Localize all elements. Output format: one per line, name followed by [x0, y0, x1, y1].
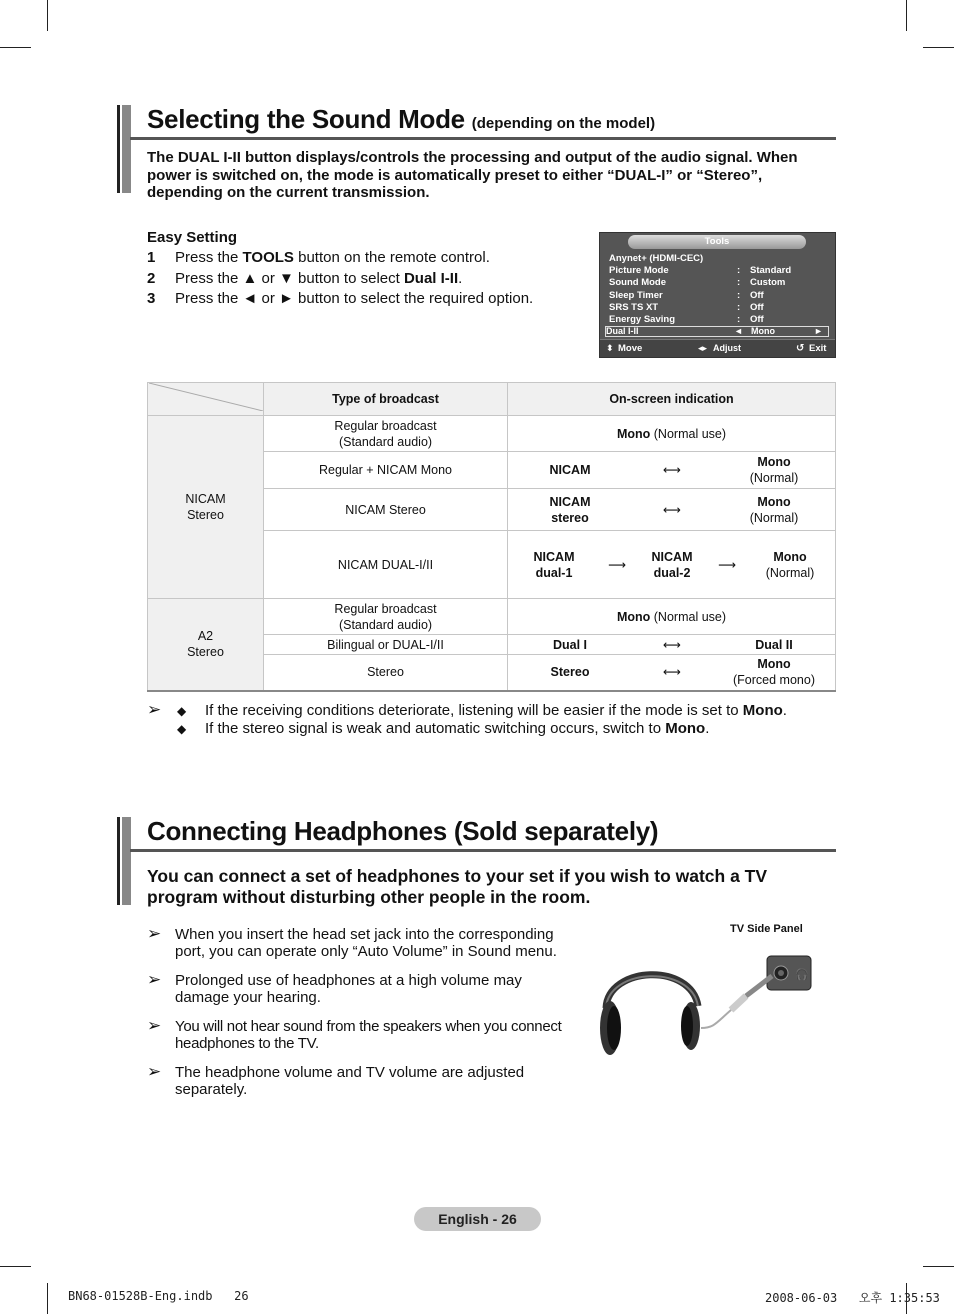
osd-colon: :: [737, 301, 741, 313]
diagonal-line: [149, 383, 263, 411]
note-arrow-icon: ➢: [147, 970, 162, 989]
type-cell: NICAM DUAL-I/II: [264, 531, 508, 599]
table-row: [148, 599, 836, 635]
table-header: Type of broadcast: [264, 383, 508, 416]
indication-cell: [508, 416, 836, 452]
osd-rows: [606, 253, 829, 337]
crop-mark: [0, 47, 31, 48]
type-cell: [264, 416, 508, 452]
step-number: 2: [147, 269, 156, 287]
osd-value: Custom: [750, 277, 786, 289]
step-text: Press the: [175, 249, 243, 266]
indication-b: [750, 454, 799, 486]
note-item: [147, 972, 567, 1006]
osd-tab: Tools: [628, 235, 806, 249]
note-text: When you insert the head set jack into the corresponding port, you can operate only “Auto Volume” in Sound menu.: [175, 926, 557, 960]
step-number: 3: [147, 290, 156, 307]
note-text: .: [705, 720, 710, 737]
section-intro: The DUAL I-II button displays/controls the processing and output of the audio signal. When power is switched on, the mode is automatically preset to either “DUAL-I” or “Stereo”, depending on the current transmission.: [147, 149, 798, 201]
indication-text: (Forced mono): [733, 673, 815, 688]
osd-key: Dual I-II: [606, 326, 639, 337]
easy-setting: [147, 229, 533, 311]
osd-value: Off: [750, 313, 764, 325]
indication-bold: Mono: [757, 455, 791, 469]
step-number: 1: [147, 249, 156, 266]
crop-mark: [0, 1266, 31, 1267]
table-row: [148, 416, 836, 452]
section-title-note: (depending on the model): [471, 115, 656, 132]
note-text: If the receiving conditions deteriorate, listening will be easier if the mode is set to: [205, 702, 743, 719]
osd-row: [609, 277, 829, 289]
osd-key: Picture Mode: [609, 265, 669, 277]
indication-b: NICAM dual-2: [651, 549, 693, 580]
note-line: [147, 720, 787, 740]
indication-a: NICAM dual-1: [533, 549, 575, 580]
indication-bold: Mono: [757, 494, 791, 509]
indication-b: Dual II: [755, 637, 793, 652]
step-text: .: [458, 269, 463, 287]
crop-mark: [47, 1283, 48, 1314]
crop-mark: [906, 0, 907, 31]
crop-mark: [47, 0, 48, 31]
section-title-text: Selecting the Sound Mode: [147, 104, 465, 134]
osd-value: Off: [750, 289, 764, 301]
note-arrow-icon: ➢: [147, 924, 162, 943]
section-title: Connecting Headphones (Sold separately): [147, 816, 659, 846]
note-bold: Mono: [665, 720, 706, 737]
step: [147, 290, 533, 311]
osd-value: Mono: [751, 326, 775, 337]
osd-colon: :: [737, 289, 741, 301]
headphone-notes: [147, 926, 567, 1110]
indication-layout: [508, 532, 835, 598]
type-cell: Regular + NICAM Mono: [264, 452, 508, 489]
right-arrow-icon: ►: [814, 326, 823, 337]
note-text: The headphone volume and TV volume are adjusted separately.: [175, 1064, 525, 1098]
indication-cell: [508, 635, 836, 655]
step-text: Press the ▲ or ▼ button to select: [175, 269, 404, 287]
osd-row: [609, 253, 829, 265]
indication-text: (Normal): [749, 510, 799, 525]
osd-key: SRS TS XT: [609, 301, 659, 313]
indication-text: (Normal): [765, 565, 815, 580]
note-bold: Mono: [742, 702, 783, 719]
osd-key: Sleep Timer: [609, 289, 663, 301]
type-cell: Stereo: [264, 655, 508, 691]
section-bar: [117, 105, 131, 193]
osd-row: [609, 290, 829, 302]
leftright-icon: ◂▸: [698, 343, 708, 353]
indication-a: NICAM stereo: [549, 494, 591, 525]
step: [147, 249, 533, 270]
footer-file: BN68-01528B-Eng.indb 26: [68, 1289, 249, 1303]
osd-row: [609, 265, 829, 277]
indication-cell: [508, 655, 836, 691]
indication-a: Dual I: [552, 637, 588, 652]
easy-heading: Easy Setting: [147, 229, 238, 246]
osd-row-selected: [605, 326, 829, 337]
group-label: NICAM Stereo: [185, 492, 226, 522]
osd-colon: :: [737, 277, 741, 289]
indication-cell: [508, 531, 836, 599]
osd-row: [609, 314, 829, 326]
osd-value: Standard: [750, 265, 792, 277]
note-line: [147, 700, 787, 720]
note-arrow-icon: ➢: [147, 1016, 162, 1035]
osd-exit: Exit: [809, 343, 827, 354]
arrow-icon: ⟶: [718, 557, 736, 572]
page-label: English - 26: [414, 1207, 541, 1231]
section-rule: [130, 137, 836, 140]
indication-layout: [508, 490, 835, 530]
section-title: [147, 104, 655, 135]
step-bold: Dual I-II: [403, 269, 459, 287]
note-text: .: [782, 702, 787, 719]
step-text: Press the ◄ or ► button to select the required option.: [175, 290, 534, 307]
crop-mark: [923, 1266, 954, 1267]
osd-key: Energy Saving: [609, 313, 675, 325]
note-item: [147, 926, 567, 960]
indication-bold: Mono: [773, 549, 807, 564]
note-item: [147, 1018, 567, 1052]
note-arrow-icon: ➢: [147, 1062, 162, 1081]
indication-layout: [508, 453, 835, 488]
indication-bold: Mono: [616, 609, 651, 624]
broadcast-table: [147, 382, 836, 692]
note-arrow-icon: ➢: [147, 700, 162, 719]
osd-colon: :: [737, 265, 741, 277]
section-bar: [117, 817, 131, 905]
indication-b: [750, 494, 799, 526]
indication-cell: [508, 489, 836, 531]
svg-text:🎧: 🎧: [795, 968, 809, 981]
type-text: Regular broadcast (Standard audio): [334, 601, 437, 632]
indication-bold: Mono: [757, 657, 791, 672]
step: [147, 270, 533, 291]
group-cell: [148, 416, 264, 599]
indication-bold: Mono: [616, 426, 651, 441]
osd-key: Sound Mode: [609, 277, 666, 289]
double-arrow-icon: ⟷: [663, 665, 681, 680]
indication-text: (Normal use): [650, 426, 727, 441]
group-cell: [148, 599, 264, 691]
note-text: Prolonged use of headphones at a high volume may damage your hearing.: [175, 972, 522, 1006]
indication-a: NICAM: [549, 463, 591, 477]
indication-a: Stereo: [550, 665, 590, 680]
note-text: You will not hear sound from the speakers when you connect headphones to the TV.: [175, 1018, 562, 1052]
type-cell: NICAM Stereo: [264, 489, 508, 531]
left-arrow-icon: ◄: [734, 326, 743, 337]
type-text: Regular broadcast (Standard audio): [334, 418, 437, 449]
figure-label: TV Side Panel: [730, 923, 803, 935]
step-bold: TOOLS: [242, 249, 294, 266]
osd-key: Anynet+ (HDMI-CEC): [609, 253, 704, 264]
indication-cell: [508, 452, 836, 489]
return-icon: ↺: [796, 343, 805, 354]
osd-adjust: Adjust: [713, 343, 741, 353]
note-item: [147, 1064, 567, 1098]
osd-colon: :: [737, 313, 741, 325]
notes: [147, 700, 787, 740]
osd-value: Off: [750, 301, 764, 313]
headphones-icon: [596, 948, 816, 1060]
section-rule: [130, 849, 836, 852]
indication-b: [733, 656, 815, 688]
indication-text: (Normal use): [650, 609, 727, 624]
indication-cell: [508, 599, 836, 635]
section-intro: You can connect a set of headphones to your set if you wish to watch a TV program without disturbing other people in the room.: [147, 866, 768, 907]
osd-move: Move: [618, 343, 643, 354]
tools-osd: [599, 232, 836, 358]
osd-row: [609, 302, 829, 314]
double-arrow-icon: ⟷: [663, 637, 681, 652]
step-text: button on the remote control.: [293, 249, 490, 266]
double-arrow-icon: ⟷: [663, 463, 681, 477]
footer-date: 2008-06-03 오후 1:35:53: [765, 1291, 940, 1305]
table-header-row: [148, 383, 836, 416]
double-arrow-icon: ⟷: [663, 502, 681, 517]
diamond-bullet-icon: ◆: [177, 722, 187, 736]
crop-mark: [923, 47, 954, 48]
group-label: A2 Stereo: [187, 629, 224, 660]
type-cell: Bilingual or DUAL-I/II: [264, 635, 508, 655]
type-cell: [264, 599, 508, 635]
table-header: On-screen indication: [508, 383, 836, 416]
indication-layout: [508, 636, 835, 654]
note-text: If the stereo signal is weak and automatic switching occurs, switch to: [205, 720, 666, 737]
table-corner: [148, 383, 264, 416]
diamond-bullet-icon: ◆: [177, 704, 187, 718]
updown-icon: ⬍: [606, 343, 614, 353]
arrow-icon: ⟶: [608, 557, 626, 572]
indication-layout: [508, 655, 835, 689]
osd-footer: [600, 339, 835, 357]
indication-c: [766, 549, 815, 581]
indication-text: (Normal): [749, 471, 799, 485]
